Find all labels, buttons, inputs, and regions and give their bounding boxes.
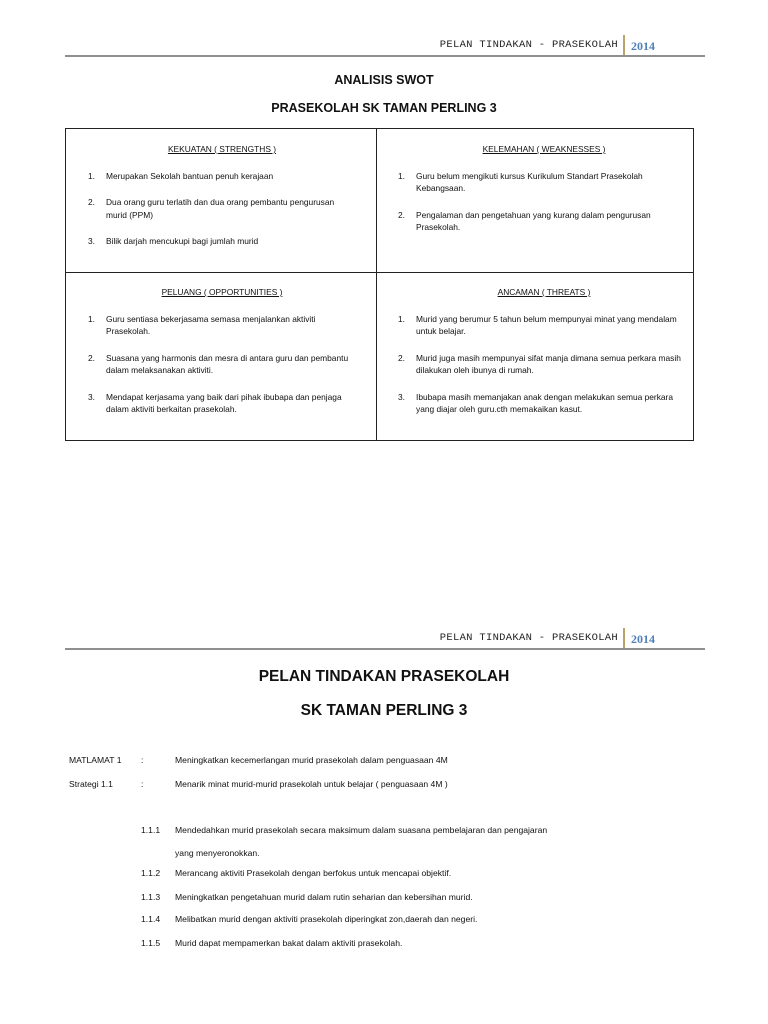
threats-list — [398, 313, 690, 416]
list-item: 1. Guru sentiasa bekerjasama semasa menjalankan aktiviti Prasekolah. — [88, 313, 316, 336]
list-item: yang menyeronokkan. — [175, 848, 260, 858]
swot-opportunities — [88, 286, 356, 430]
matlamat-sep: : — [141, 755, 144, 765]
list-item: 2. Dua orang guru terlatih dan dua orang pembantu pengurusan murid (PPM) — [88, 197, 335, 220]
swot-subtitle: PRASEKOLAH SK TAMAN PERLING 3 — [271, 101, 497, 115]
strategi-text: Menarik minat murid-murid prasekolah untuk belajar ( penguasaan 4M ) — [175, 779, 448, 789]
plan-subtitle: SK TAMAN PERLING 3 — [300, 702, 468, 719]
threats-heading: ANCAMAN ( THREATS ) — [497, 287, 591, 297]
header-separator — [623, 628, 625, 649]
strengths-list — [88, 170, 356, 248]
header-rule — [65, 55, 705, 57]
list-item: 1.1.3 Meningkatkan pengetahuan murid dalam rutin seharian dan kebersihan murid. — [141, 892, 473, 902]
strengths-heading: KEKUATAN ( STRENGTHS ) — [167, 144, 277, 154]
strategi-label: Strategi 1.1 — [69, 779, 113, 789]
header-rule — [65, 648, 705, 650]
swot-table — [65, 128, 694, 441]
list-item: 3. Ibubapa masih memanjakan anak dengan melakukan semua perkara yang diajar oleh guru.cth memakaikan kasut. — [398, 391, 673, 414]
weaknesses-list — [398, 170, 690, 234]
header-text: PELAN TINDAKAN - PRASEKOLAH — [439, 39, 618, 51]
list-item: 2. Suasana yang harmonis dan mesra di antara guru dan pembantu dalam melaksanakan aktiviti. — [88, 352, 349, 375]
list-item: 2. Murid juga masih mempunyai sifat manja dimana semua perkara masih dilakukan oleh ibunya di rumah. — [398, 352, 681, 375]
header-separator — [623, 35, 625, 56]
swot-divider-vertical — [376, 129, 377, 440]
opportunities-heading: PELUANG ( OPPORTUNITIES ) — [161, 287, 283, 297]
list-item: 1.1.5 Murid dapat mempamerkan bakat dalam aktiviti prasekolah. — [141, 938, 403, 948]
list-item: 2. Pengalaman dan pengetahuan yang kurang dalam pengurusan Prasekolah. — [398, 209, 651, 232]
header-year: 2014 — [631, 39, 655, 53]
swot-divider-horizontal — [66, 272, 693, 273]
weaknesses-heading: KELEMAHAN ( WEAKNESSES ) — [482, 144, 606, 154]
opportunities-list — [88, 313, 356, 416]
header-year: 2014 — [631, 632, 655, 646]
swot-strengths — [88, 143, 356, 262]
list-item: 1. Guru belum mengikuti kursus Kurikulum Standart Prasekolah Kebangsaan. — [398, 170, 643, 193]
list-item: 1.1.2 Merancang aktiviti Prasekolah dengan berfokus untuk mencapai objektif. — [141, 868, 452, 878]
list-item: 1.1.4 Melibatkan murid dengan aktiviti prasekolah diperingkat zon,daerah dan negeri. — [141, 914, 478, 924]
swot-threats — [398, 286, 690, 430]
swot-title: ANALISIS SWOT — [334, 73, 434, 87]
header-text: PELAN TINDAKAN - PRASEKOLAH — [439, 632, 618, 644]
matlamat-text: Meningkatkan kecemerlangan murid prasekolah dalam penguasaan 4M — [175, 755, 448, 765]
strategi-sep: : — [141, 779, 144, 789]
swot-weaknesses — [398, 143, 690, 248]
page-header — [65, 33, 705, 57]
list-item: 3. Mendapat kerjasama yang baik dari pihak ibubapa dan penjaga dalam aktiviti berkaitan prasekolah. — [88, 391, 342, 414]
list-item: 1. Merupakan Sekolah bantuan penuh kerajaan — [88, 170, 274, 181]
list-item: 3. Bilik darjah mencukupi bagi jumlah murid — [88, 236, 259, 246]
matlamat-label: MATLAMAT 1 — [69, 755, 122, 765]
strategi-row — [0, 779, 700, 793]
page-header — [65, 626, 705, 650]
plan-title: PELAN TINDAKAN PRASEKOLAH — [258, 668, 510, 685]
matlamat-row — [0, 755, 700, 769]
list-item: 1.1.1 Mendedahkan murid prasekolah secara maksimum dalam suasana pembelajaran dan pengajaran — [141, 825, 548, 835]
list-item: 1. Murid yang berumur 5 tahun belum mempunyai minat yang mendalam untuk belajar. — [398, 313, 677, 336]
